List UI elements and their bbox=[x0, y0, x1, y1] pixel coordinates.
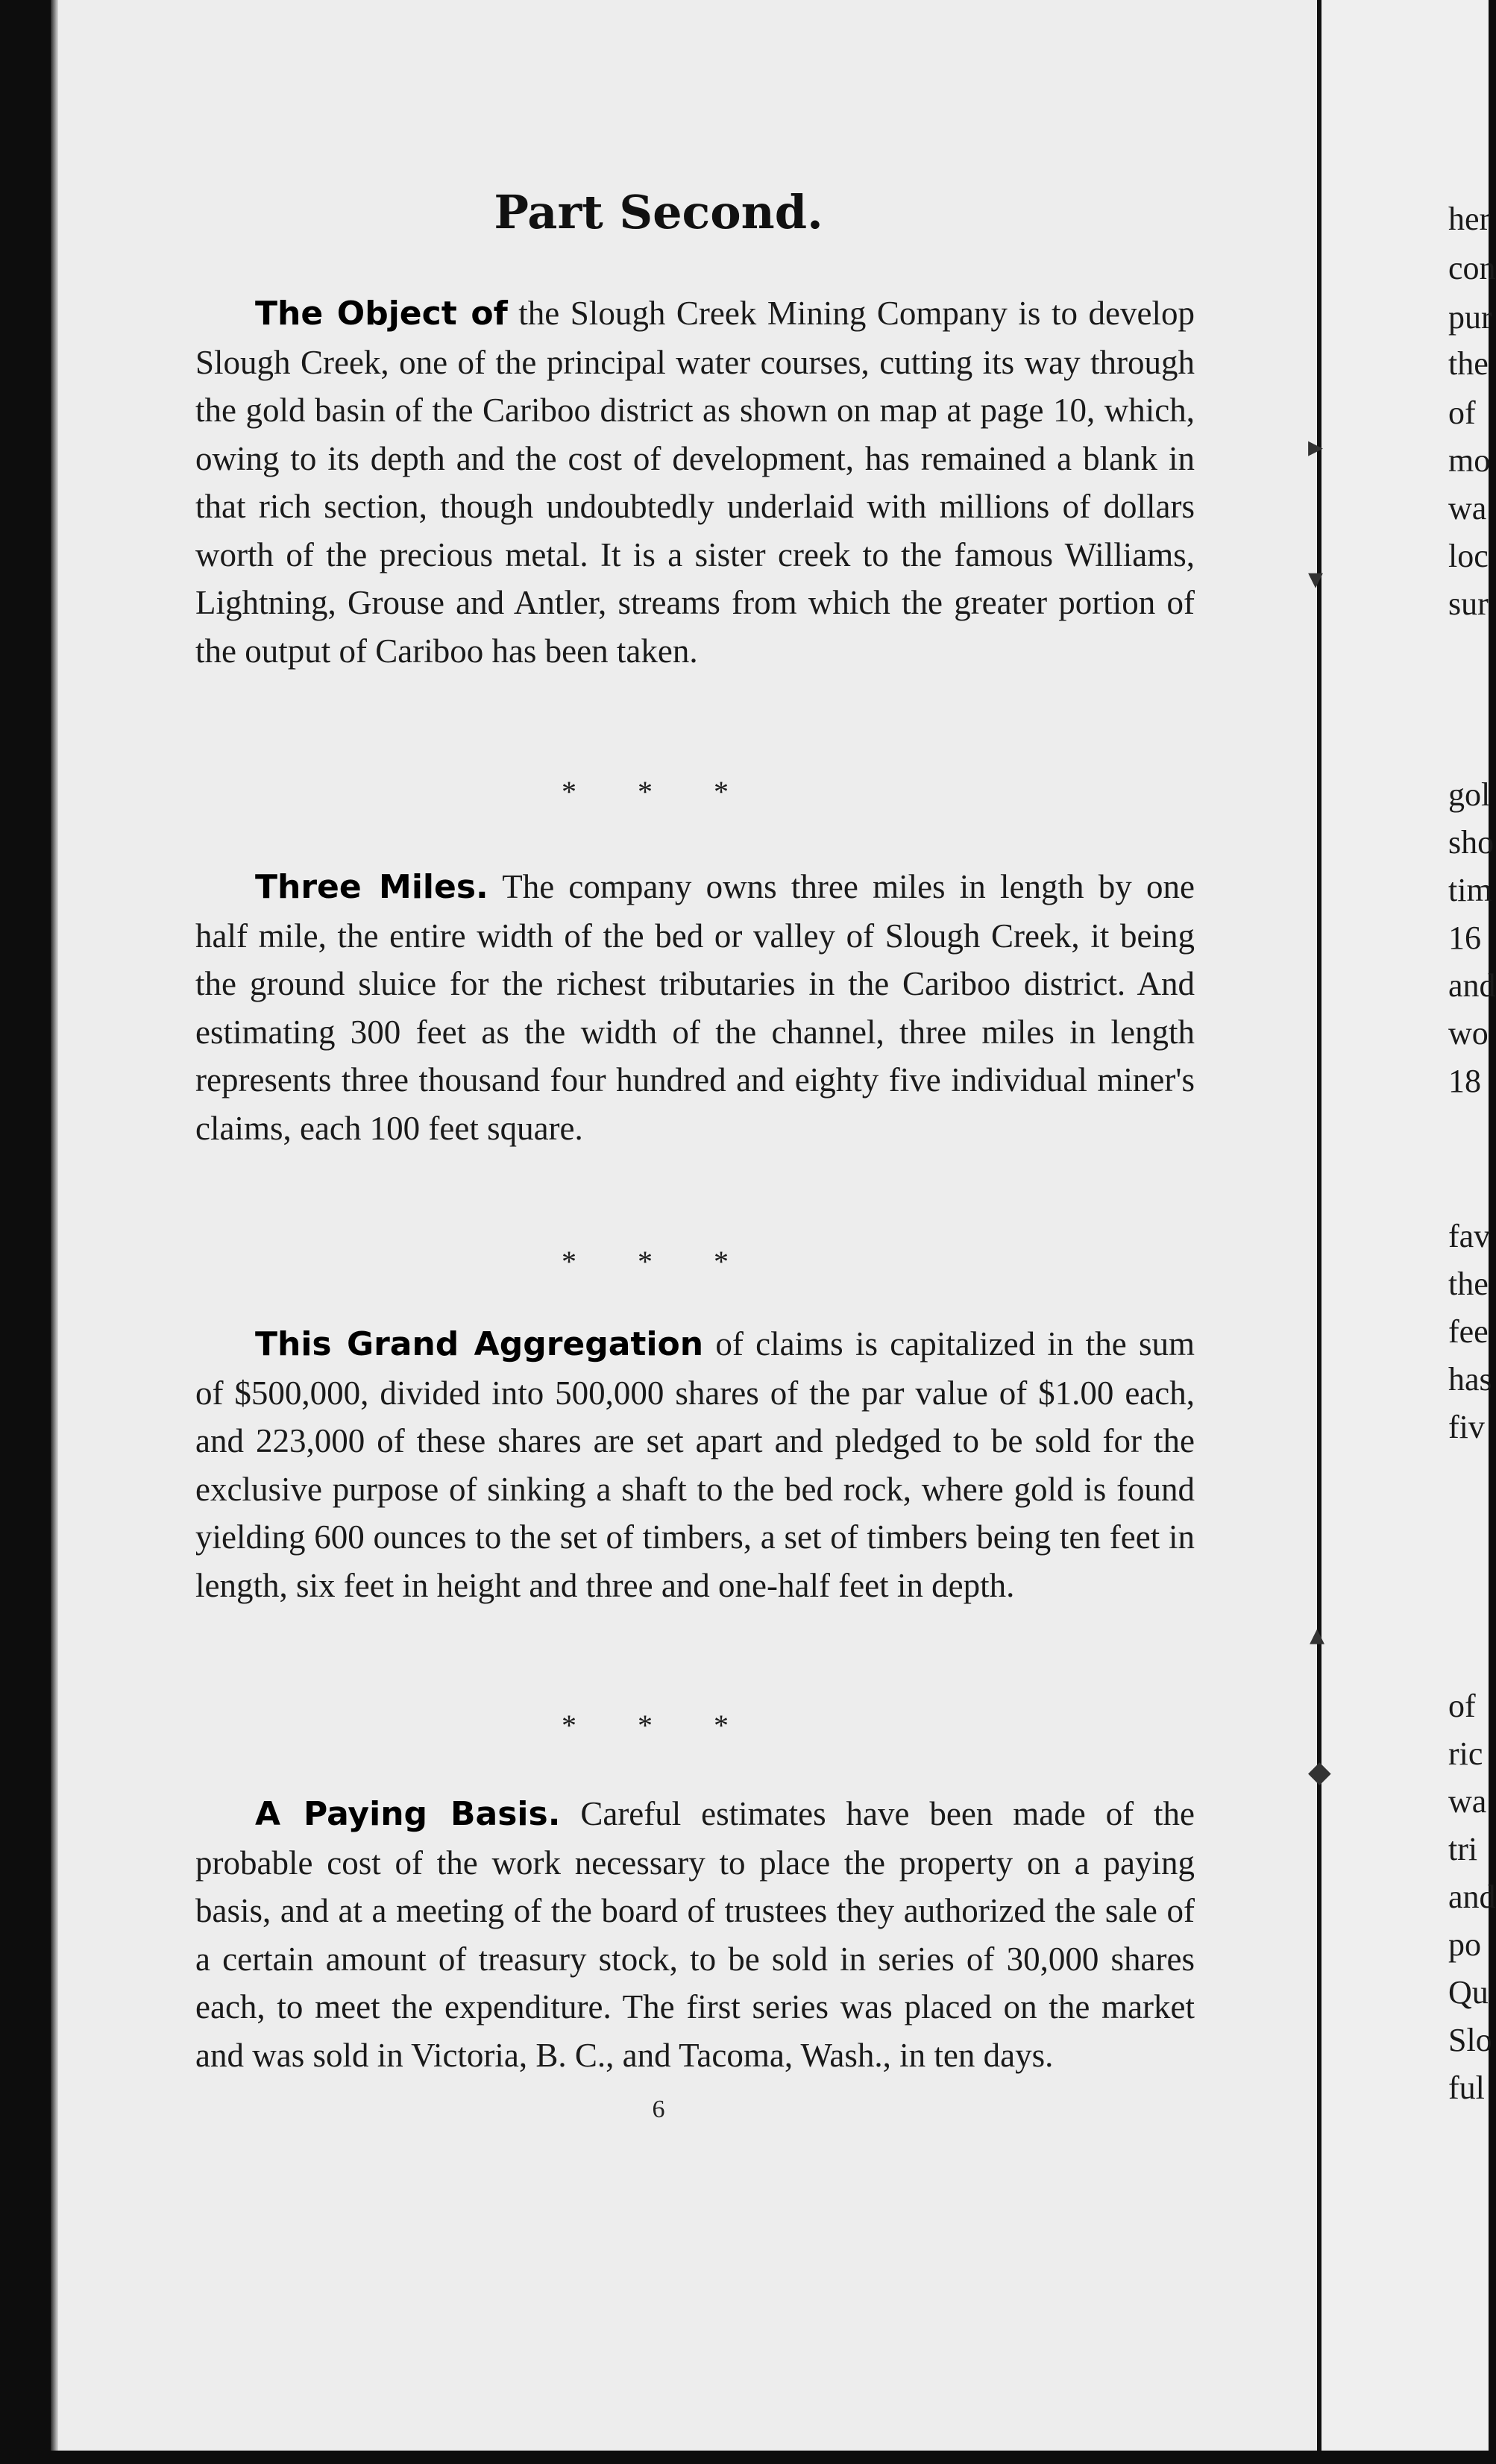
adjacent-fragment: ful bbox=[1448, 2069, 1485, 2106]
section-paying-basis-text: Careful estimates have been made of the probable cost of the work necessary to place the property on a paying basis, and at a meeting of the board of trustees they authorized the sale of a certain amount of treasury stock, to be sold in series of 30,000 shares each, to meet the expenditure. The first series was placed on the market and was sold in Victoria, B. C., and Tacoma, Wash., in ten days. bbox=[195, 1795, 1195, 2074]
adjacent-fragment: 16 bbox=[1448, 920, 1481, 956]
section-grand-aggregation-text: of claims is capitalized in the sum of $500,000, divided into 500,000 shares of the par value of $1.00 each, and 223,000 of these shares are set apart and pledged to be sold for the exclusive purpose of sinking a shaft to the bed rock, where gold is found yielding 600 ounces to the set of timbers, a set of timbers being ten feet in length, six feet in height and three and one-half feet in depth. bbox=[195, 1325, 1195, 1604]
page-title: Part Second. bbox=[494, 185, 823, 239]
separator-2: * * * bbox=[562, 1245, 755, 1278]
adjacent-fragment: fee bbox=[1448, 1313, 1489, 1350]
section-object bbox=[195, 289, 1195, 675]
section-three-miles bbox=[195, 863, 1195, 1152]
adjacent-fragment: wa bbox=[1448, 490, 1487, 527]
page-number: 6 bbox=[652, 2096, 665, 2123]
adjacent-fragment: of bbox=[1448, 395, 1476, 431]
section-three-miles-text: The company owns three miles in length by one half mile, the entire width of the bed or valley of Slough Creek, it being the ground sluice for the richest tributaries in the Cariboo district. And estimating 300 feet as the width of the channel, three miles in length represents three thousand four hundred and eighty five individual miner's claims, each 100 feet square. bbox=[195, 868, 1195, 1147]
adjacent-fragment: ric bbox=[1448, 1735, 1483, 1772]
section-three-miles-lead: Three Miles. bbox=[255, 868, 488, 906]
adjacent-fragment: has bbox=[1448, 1361, 1492, 1398]
adjacent-fragment: 18 bbox=[1448, 1063, 1481, 1099]
section-object-lead: The Object of bbox=[255, 295, 508, 333]
adjacent-fragment: pur bbox=[1448, 299, 1492, 336]
adjacent-fragment: wa bbox=[1448, 1783, 1487, 1820]
scan-bottom-edge bbox=[0, 2451, 1489, 2464]
adjacent-fragment: mo bbox=[1448, 442, 1491, 479]
adjacent-fragment: Qu bbox=[1448, 1974, 1489, 2011]
stitch-mark-icon: ◆ bbox=[1308, 1755, 1331, 1788]
adjacent-fragment: gol bbox=[1448, 776, 1491, 813]
adjacent-fragment: sho bbox=[1448, 824, 1495, 861]
adjacent-fragment: con bbox=[1448, 250, 1496, 286]
adjacent-fragment: and bbox=[1448, 967, 1496, 1004]
adjacent-fragment: the bbox=[1448, 1266, 1489, 1302]
stitch-mark-icon: ▾ bbox=[1308, 562, 1324, 595]
section-paying-basis-lead: A Paying Basis. bbox=[255, 1795, 561, 1833]
adjacent-fragment: sur bbox=[1448, 585, 1489, 622]
adjacent-fragment: po bbox=[1448, 1926, 1481, 1963]
adjacent-fragment: Slo bbox=[1448, 2022, 1492, 2058]
adjacent-fragment: fav bbox=[1448, 1218, 1491, 1254]
adjacent-fragment: and bbox=[1448, 1879, 1496, 1915]
separator-3: * * * bbox=[562, 1709, 755, 1742]
left-binding-shadow bbox=[51, 0, 58, 2451]
adjacent-fragment: of bbox=[1448, 1688, 1476, 1724]
adjacent-fragment: tim bbox=[1448, 872, 1492, 908]
section-paying-basis bbox=[195, 1790, 1195, 2079]
section-grand-aggregation bbox=[195, 1320, 1195, 1609]
section-grand-aggregation-lead: This Grand Aggregation bbox=[255, 1325, 704, 1363]
stitch-mark-icon: ▴ bbox=[1310, 1618, 1325, 1651]
adjacent-fragment: loc bbox=[1448, 538, 1489, 574]
section-object-text: the Slough Creek Mining Company is to develop Slough Creek, one of the principal water courses, cutting its way through the gold basin of the Cariboo district as shown on map at page 10, which, owing to its depth and the cost of development, has remained a blank in that rich section, though undoubtedly underlaid with millions of dollars worth of the precious metal. It is a sister creek to the famous Williams, Lightning, Grouse and Antler, streams from which the greater portion of the output of Cariboo has been taken. bbox=[195, 295, 1195, 670]
separator-1: * * * bbox=[562, 775, 755, 808]
stitch-mark-icon: ▸ bbox=[1308, 430, 1324, 463]
adjacent-fragment: fiv bbox=[1448, 1409, 1485, 1445]
adjacent-fragment: the bbox=[1448, 345, 1489, 382]
adjacent-fragment: her bbox=[1448, 201, 1491, 237]
adjacent-fragment: tri bbox=[1448, 1831, 1478, 1867]
adjacent-fragment: wo bbox=[1448, 1015, 1489, 1052]
